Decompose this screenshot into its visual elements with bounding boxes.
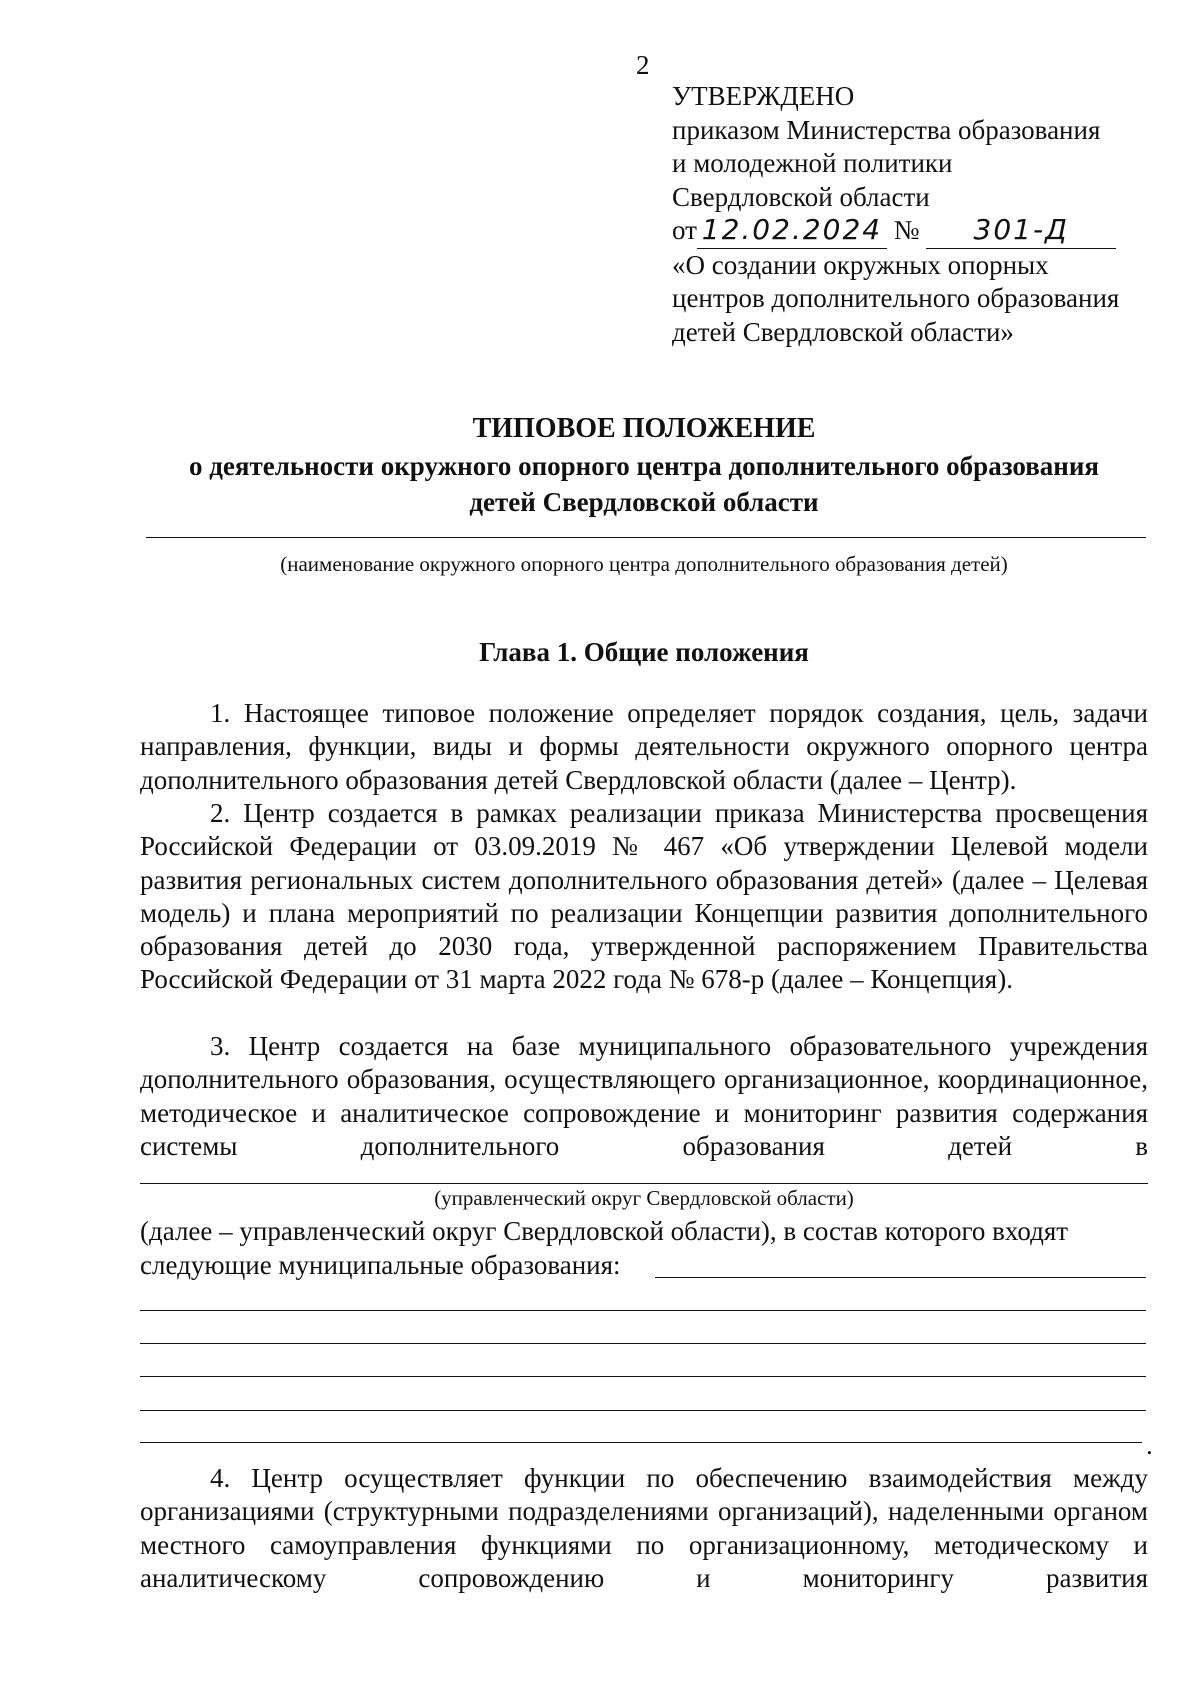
center-name-caption: (наименование окружного опорного центра дополнительного образования детей): [280, 552, 1008, 576]
center-name-blank-line: [146, 537, 1146, 538]
subtitle-line: о деятельности окружного опорного центра дополнительного образования: [188, 451, 1100, 481]
municipalities-blank-line: [140, 1410, 1146, 1411]
municipalities-blank-line: [140, 1442, 1142, 1443]
chapter-heading: Глава 1. Общие положения: [479, 637, 809, 667]
paragraph-3-continuation: (далее – управленческий округ Свердловской области), в состав которого входят: [140, 1216, 1069, 1246]
paragraph-3: 3. Центр создается на базе муниципального образовательного учреждения дополнительного образования, осуществляющего организационное, координационное, методическое и аналитическое сопровождение и мониторинг развития содержания системы дополнительного образования детей в: [140, 1031, 1148, 1161]
handwritten-date: 12.02.2024: [701, 213, 883, 246]
approval-order-date-number: [672, 214, 1119, 249]
approval-line: приказом Министерства образования: [672, 114, 1101, 145]
number-sign: №: [893, 215, 920, 245]
paragraph-4: 4. Центр осуществляет функции по обеспечению взаимодействия между организациями (структурными подразделениями организаций), наделенными органом местного самоуправления функциями по организационному, методическому и аналитическому сопровождению и мониторингу развития: [140, 1463, 1148, 1593]
page-number: 2: [636, 50, 650, 80]
municipalities-blank-line: [655, 1277, 1146, 1278]
approval-line: и молодежной политики: [672, 148, 953, 178]
document-title: ТИПОВОЕ ПОЛОЖЕНИЕ: [472, 413, 816, 444]
list-end-period: .: [1146, 1430, 1153, 1460]
approval-line: Свердловской области: [672, 181, 930, 212]
subtitle-line: детей Свердловской области: [469, 487, 819, 517]
document-subtitle: [140, 448, 1148, 520]
district-blank-line: [140, 1183, 1148, 1184]
approval-heading: УТВЕРЖДЕНО: [672, 81, 855, 111]
paragraph-1: 1. Настоящее типовое положение определяет порядок создания, цель, задачи направления, функции, виды и формы деятельности окружного опорного центра дополнительного образования детей Свердловской области (далее – Центр).: [140, 698, 1148, 795]
paragraph-2: 2. Центр создается в рамках реализации приказа Министерства просвещения Российской Федерации от 03.09.2019 № 467 «Об утверждении Целевой модели развития региональных систем дополнительного образования детей» (далее – Целевая модель) и плана мероприятий по реализации Концепции развития дополнительного образования детей до 2030 года, утвержденной распоряжением Правительства Российской Федерации от 31 марта 2022 года № 678-р (далее – Концепция).: [140, 798, 1148, 995]
handwritten-order-number: 301-Д: [973, 213, 1069, 246]
approval-quote-line: «О создании окружных опорных: [672, 249, 1049, 280]
municipalities-blank-line: [140, 1376, 1146, 1377]
approval-quote-line: центров дополнительного образования: [672, 283, 1120, 313]
municipalities-blank-line: [140, 1343, 1146, 1344]
approval-stamp-block: [672, 80, 1119, 349]
municipalities-blank-line: [140, 1310, 1146, 1311]
district-caption: (управленческий округ Свердловской области): [434, 1186, 854, 1210]
approval-quote-line: детей Свердловской области»: [672, 316, 1014, 347]
municipalities-label: следующие муниципальные образования:: [140, 1250, 621, 1280]
from-prefix: от: [672, 215, 697, 245]
